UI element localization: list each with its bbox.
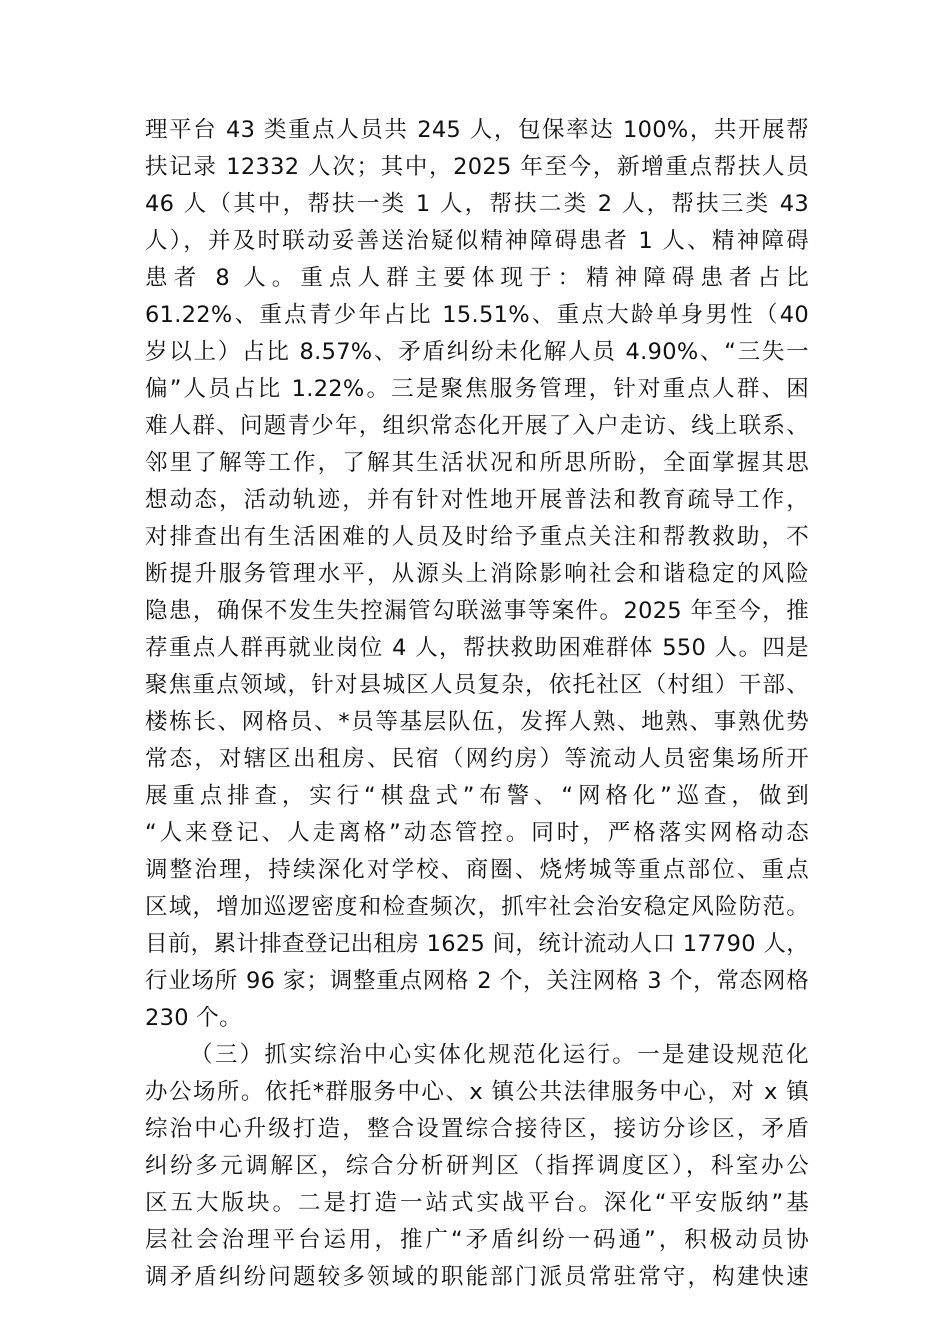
text-line: 荐重点人群再就业岗位 4 人，帮扶救助困难群体 550 人。四是: [145, 635, 809, 661]
text-line: 61.22%、重点青少年占比 15.51%、重点大龄单身男性（40: [145, 302, 809, 328]
text-line: 区域，增加巡逻密度和检查频次，抓牢社会治安稳定风险防范。: [145, 894, 809, 920]
text-line: 调整治理，持续深化对学校、商圈、烧烤城等重点部位、重点: [145, 857, 809, 883]
text-line: 患者 8 人。重点人群主要体现于：精神障碍患者占比: [145, 265, 809, 291]
text-line: 46 人（其中，帮扶一类 1 人，帮扶二类 2 人，帮扶三类 43: [145, 191, 809, 217]
text-line: 综治中心升级打造，整合设置综合接待区，接访分诊区，矛盾: [145, 1116, 809, 1142]
text-line: 扶记录 12332 人次；其中，2025 年至今，新增重点帮扶人员: [145, 154, 809, 180]
text-line: 想动态，活动轨迹，并有针对性地开展普法和教育疏导工作，: [145, 487, 809, 513]
text-line: 断提升服务管理水平，从源头上消除影响社会和谐稳定的风险: [145, 561, 809, 587]
text-line: 理平台 43 类重点人员共 245 人，包保率达 100%，共开展帮: [145, 117, 809, 143]
text-line: 目前，累计排查登记出租房 1625 间，统计流动人口 17790 人，: [145, 931, 809, 957]
text-line: 230 个。: [145, 1005, 242, 1031]
text-line: 展重点排查，实行“棋盘式”布警、“网格化”巡查，做到: [145, 783, 809, 809]
text-line: 人），并及时联动妥善送治疑似精神障碍患者 1 人、精神障碍: [145, 228, 809, 254]
text-line: 行业场所 96 家；调整重点网格 2 个，关注网格 3 个，常态网格: [145, 968, 809, 994]
text-line: 层社会治理平台运用，推广“矛盾纠纷一码通”，积极动员协: [145, 1227, 809, 1253]
text-line: 楼栋长、网格员、*员等基层队伍，发挥人熟、地熟、事熟优势: [145, 709, 809, 735]
text-line: 难人群、问题青少年，组织常态化开展了入户走访、线上联系、: [145, 413, 809, 439]
text-line: 纠纷多元调解区，综合分析研判区（指挥调度区），科室办公: [145, 1153, 809, 1179]
text-line: 隐患，确保不发生失控漏管勾联滋事等案件。2025 年至今，推: [145, 598, 809, 624]
text-line: “人来登记、人走离格”动态管控。同时，严格落实网格动态: [145, 820, 809, 846]
text-line: 对排查出有生活困难的人员及时给予重点关注和帮教救助，不: [145, 524, 809, 550]
text-line: 偏”人员占比 1.22%。三是聚焦服务管理，针对重点人群、困: [145, 376, 809, 402]
text-line: 办公场所。依托*群服务中心、x 镇公共法律服务中心，对 x 镇: [145, 1079, 809, 1105]
text-line: 区五大版块。二是打造一站式实战平台。深化“平安版纳”基: [145, 1190, 809, 1216]
text-line: 聚焦重点领域，针对县城区人员复杂，依托社区（村组）干部、: [145, 672, 809, 698]
text-line: 邻里了解等工作，了解其生活状况和所思所盼，全面掌握其思: [145, 450, 809, 476]
section-heading-line: （三）抓实综治中心实体化规范化运行。一是建设规范化: [190, 1042, 809, 1068]
text-line: 常态，对辖区出租房、民宿（网约房）等流动人员密集场所开: [145, 746, 809, 772]
text-line: 调矛盾纠纷问题较多领域的职能部门派员常驻常守，构建快速: [145, 1264, 809, 1290]
body-text: [145, 112, 809, 1296]
text-line: 岁以上）占比 8.57%、矛盾纠纷未化解人员 4.90%、“三失一: [145, 339, 809, 365]
